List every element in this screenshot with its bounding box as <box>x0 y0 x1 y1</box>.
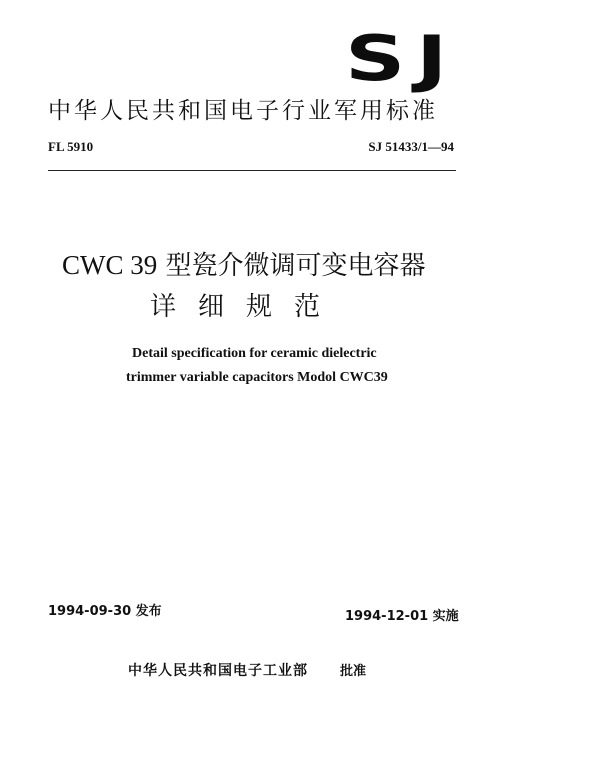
implementation-date: 1994-12-01 实施 <box>345 609 459 624</box>
approval-label: 批准 <box>340 664 367 679</box>
issue-date: 1994-09-30 发布 <box>48 604 162 619</box>
header-divider <box>48 170 456 171</box>
standard-series-title: 中华人民共和国电子行业军用标准 <box>48 98 438 124</box>
model-number: CWC 39 <box>62 250 158 280</box>
issuing-ministry: 中华人民共和国电子工业部 <box>128 663 308 679</box>
document-title-en-line1: Detail specification for ceramic dielectric <box>132 346 377 361</box>
document-title-cn-line2: 详细规范 <box>150 292 343 322</box>
document-title-cn-line1 <box>62 248 462 283</box>
sj-logo: SJ <box>345 22 459 95</box>
standard-number: SJ 51433/1—94 <box>368 139 454 154</box>
title-cn-line1-text: 型瓷介微调可变电容器 <box>165 251 426 281</box>
document-title-en-line2: trimmer variable capacitors Modol CWC39 <box>126 370 388 385</box>
classification-code: FL 5910 <box>48 139 94 154</box>
